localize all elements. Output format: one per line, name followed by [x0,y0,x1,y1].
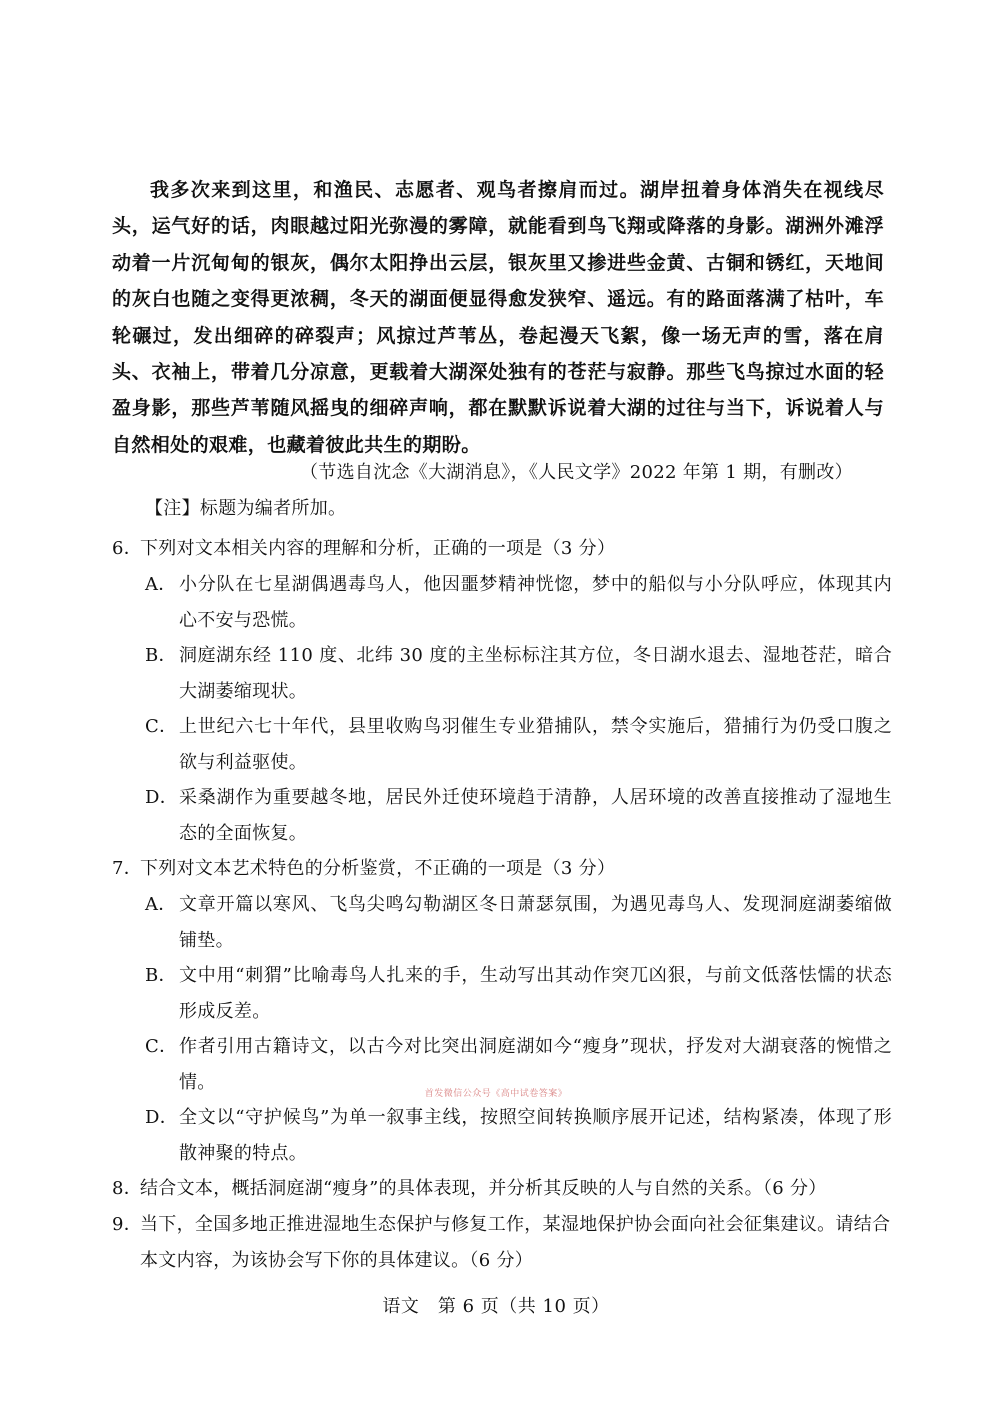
option-text: 采桑湖作为重要越冬地，居民外迁使环境趋于清静，人居环境的改善直接推动了湿地生态的全面恢复。 [179,787,892,844]
option-b [112,638,892,709]
option-text: 全文以“守护候鸟”为单一叙事主线，按照空间转换顺序展开记述，结构紧凑，体现了形散神聚的特点。 [179,1107,892,1164]
question-number: 6． [112,538,143,559]
reading-passage: 我多次来到这里，和渔民、志愿者、观鸟者擦肩而过。湖岸扭着身体消失在视线尽头，运气好的话，肉眼越过阳光弥漫的雾障，就能看到鸟飞翔或降落的身影。湖洲外滩浮动着一片沉甸甸的银灰，偶尔太阳挣出云层，银灰里又掺进些金黄、古铜和锈红，天地间的灰白也随之变得更浓稠，冬天的湖面便显得愈发狭窄、遥远。有的路面落满了枯叶，车轮碾过，发出细碎的碎裂声；风掠过芦苇丛，卷起漫天飞絮，像一场无声的雪，落在肩头、衣袖上，带着几分凉意，更载着大湖深处独有的苍茫与寂静。那些飞鸟掠过水面的轻盈身影，那些芦苇随风摇曳的细碎声响，都在默默诉说着大湖的过往与当下，诉说着人与自然相处的艰难，也藏着彼此共生的期盼。 [112,179,884,456]
question-stem [112,1207,892,1279]
option-letter: A． [145,894,177,915]
option-text: 作者引用古籍诗文，以古今对比突出洞庭湖如今“瘦身”现状，抒发对大湖衰落的惋惜之情。 [179,1036,892,1093]
watermark-text: 首发微信公众号《高中试卷答案》 [424,1089,568,1099]
question-text: 结合文本，概括洞庭湖“瘦身”的具体表现，并分析其反映的人与自然的关系。（6 分） [140,1178,827,1199]
option-letter: D． [145,1107,179,1128]
question-stem [112,531,892,567]
passage-source: （节选自沈念《大湖消息》，《人民文学》2022 年第 1 期，有删改） [300,462,853,483]
question-text: 下列对文本相关内容的理解和分析，正确的一项是（3 分） [140,538,616,559]
option-letter: C． [145,716,178,737]
question-stem [112,851,892,887]
option-d [112,780,892,851]
question-number: 7． [112,858,143,879]
question-number: 8． [112,1178,143,1199]
option-letter: B． [145,965,177,986]
question-stem [112,1171,892,1207]
question-9 [112,1207,892,1279]
page-footer: 语文 第 6 页（共 10 页） [382,1296,610,1317]
option-d [112,1100,892,1171]
option-text: 洞庭湖东经 110 度、北纬 30 度的主坐标标注其方位，冬日湖水退去、湿地苍茫，暗合大湖萎缩现状。 [179,645,892,702]
option-letter: B． [145,645,177,666]
option-b [112,958,892,1029]
editor-note: 【注】标题为编者所加。 [145,498,347,519]
option-letter: D． [145,787,179,808]
option-a [112,887,892,958]
option-c [112,709,892,780]
question-text: 下列对文本艺术特色的分析鉴赏，不正确的一项是（3 分） [140,858,616,879]
question-8 [112,1171,892,1207]
question-list [112,531,892,1279]
option-letter: A． [145,574,177,595]
option-text: 文章开篇以寒风、飞鸟尖鸣勾勒湖区冬日萧瑟氛围，为遇见毒鸟人、发现洞庭湖萎缩做铺垫。 [179,894,892,951]
question-number: 9． [112,1214,143,1235]
option-letter: C． [145,1036,178,1057]
question-7 [112,851,892,1171]
option-text: 小分队在七星湖偶遇毒鸟人，他因噩梦精神恍惚，梦中的船似与小分队呼应，体现其内心不安与恐慌。 [179,574,892,631]
question-text: 当下，全国多地正推进湿地生态保护与修复工作，某湿地保护协会面向社会征集建议。请结合本文内容，为该协会写下你的具体建议。（6 分） [140,1214,891,1271]
option-a [112,567,892,638]
question-6 [112,531,892,851]
option-text: 文中用“刺猬”比喻毒鸟人扎来的手，生动写出其动作突兀凶狠，与前文低落怯懦的状态形成反差。 [179,965,892,1022]
option-text: 上世纪六七十年代，县里收购鸟羽催生专业猎捕队，禁令实施后，猎捕行为仍受口腹之欲与利益驱使。 [179,716,892,773]
